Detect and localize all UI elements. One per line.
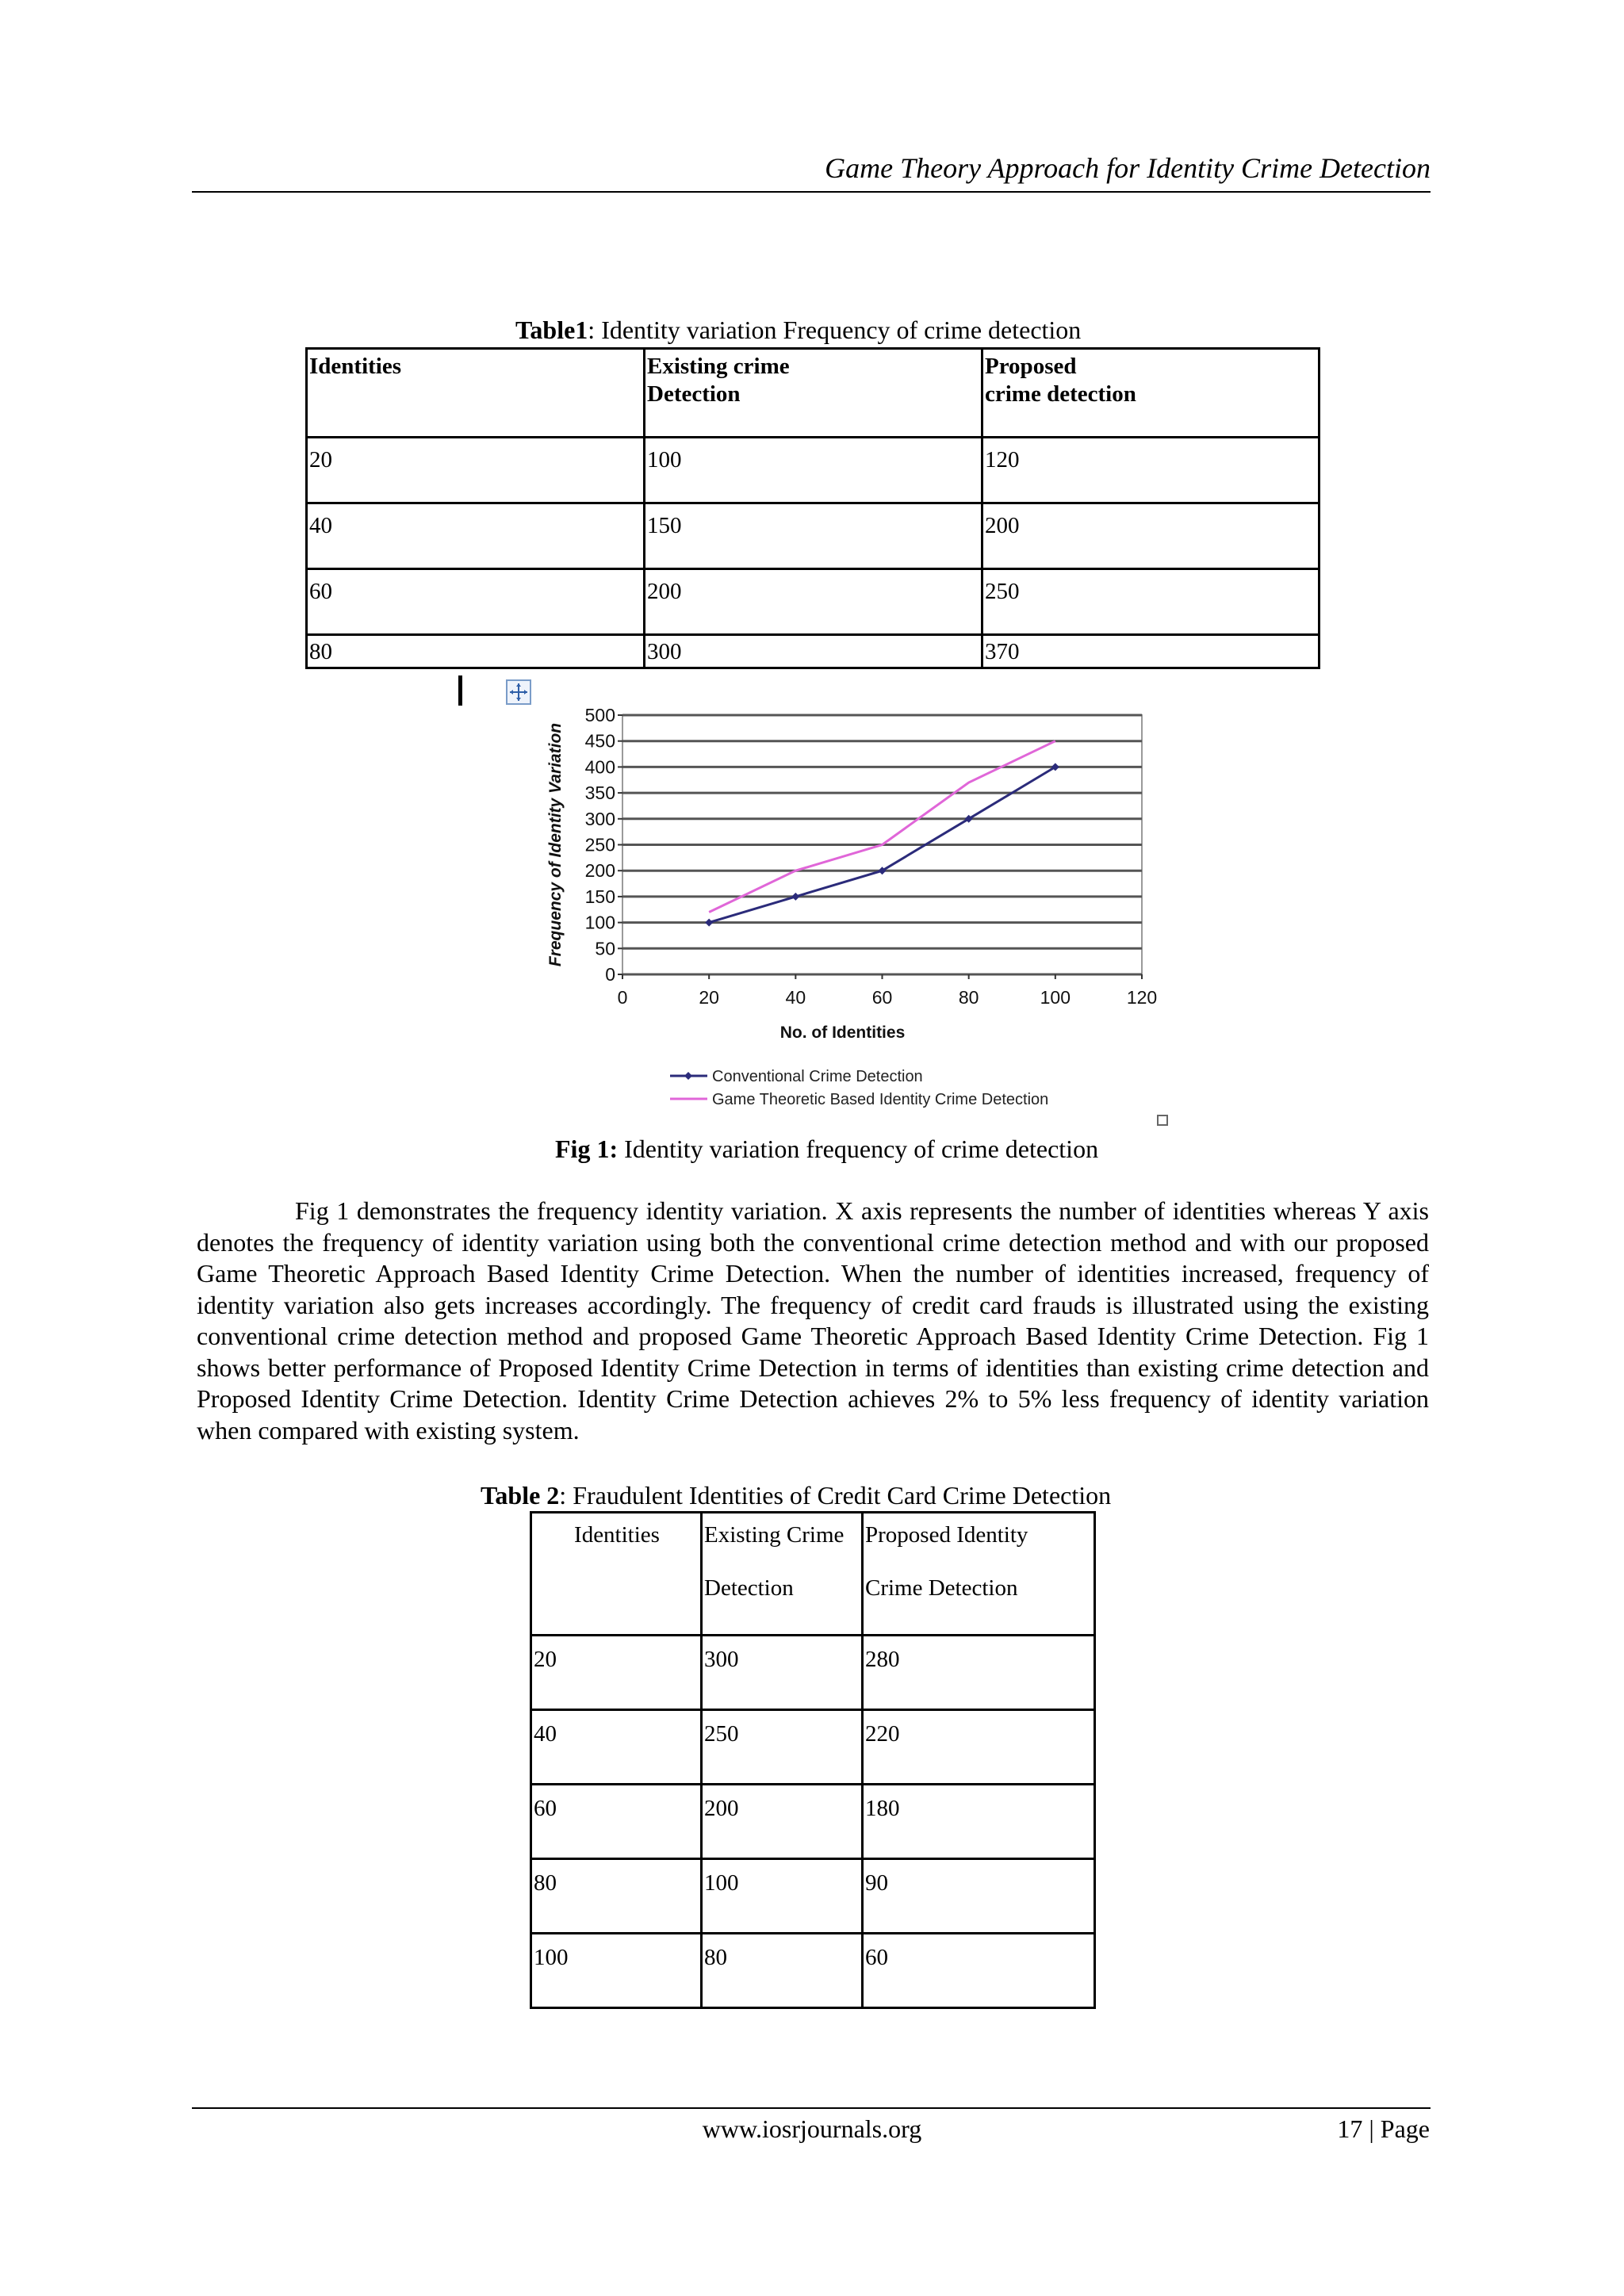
table2-header-text: Crime Detection	[865, 1575, 1018, 1601]
table2-caption-label: Table 2	[481, 1481, 560, 1510]
body-paragraph	[197, 1196, 1429, 1446]
table2-header-cell	[531, 1513, 702, 1636]
table1-cell: 20	[307, 438, 645, 503]
table1-cell: 250	[982, 569, 1320, 635]
legend-marker	[684, 1072, 692, 1080]
table-row	[531, 1636, 1095, 1710]
table2-header-text: Identities	[574, 1522, 660, 1548]
x-tick-label: 40	[785, 987, 806, 1008]
table1-header-cell	[982, 349, 1320, 438]
table-row	[531, 1785, 1095, 1859]
figure1-caption-text: Identity variation frequency of crime detection	[618, 1135, 1099, 1163]
table2-cell: 60	[863, 1934, 1095, 2008]
table2-header-text: Detection	[704, 1575, 794, 1601]
table2-cell: 250	[702, 1710, 863, 1785]
table2-cell: 40	[531, 1710, 702, 1785]
y-tick-label: 300	[584, 808, 615, 829]
table2-header-cell	[702, 1513, 863, 1636]
table1-cell: 150	[645, 503, 982, 569]
table2-caption-text: : Fraudulent Identities of Credit Card Crime Detection	[559, 1481, 1112, 1510]
running-title: Game Theory Approach for Identity Crime Detection	[825, 152, 1431, 184]
y-tick-label: 0	[605, 964, 615, 985]
header-rule	[192, 191, 1431, 193]
table1-cell: 100	[645, 438, 982, 503]
table2-header-text: Proposed Identity	[865, 1522, 1028, 1548]
table2-header-text: Existing Crime	[704, 1522, 845, 1548]
y-tick-label: 400	[584, 756, 615, 778]
y-tick-label: 450	[584, 730, 615, 752]
y-tick-label: 50	[595, 938, 615, 959]
table1-cell: 300	[645, 635, 982, 668]
x-tick-label: 60	[871, 987, 893, 1008]
y-tick-label: 100	[584, 912, 615, 933]
table2-cell: 80	[531, 1859, 702, 1934]
x-tick-label: 100	[1040, 987, 1071, 1008]
table1-cell: 80	[307, 635, 645, 668]
figure1-caption-label: Fig 1:	[555, 1135, 619, 1163]
legend-label: Game Theoretic Based Identity Crime Detection	[712, 1091, 1049, 1108]
x-tick-label: 120	[1126, 987, 1158, 1008]
x-tick-label: 20	[699, 987, 719, 1008]
x-axis-label: No. of Identities	[779, 1024, 906, 1042]
y-tick-label: 250	[584, 834, 615, 855]
y-tick-label: 200	[584, 860, 615, 882]
table2-header-cell	[863, 1513, 1095, 1636]
table2	[530, 1511, 1096, 2009]
table1-header-text: Identities	[309, 354, 401, 379]
table2-cell: 280	[863, 1636, 1095, 1710]
table2-cell: 300	[702, 1636, 863, 1710]
table2-caption	[481, 1479, 1111, 1511]
y-tick-label: 150	[584, 886, 615, 907]
table1-header-text: Existing crime	[647, 354, 790, 379]
figure1-caption	[555, 1133, 1098, 1165]
table2-cell: 60	[531, 1785, 702, 1859]
y-tick-label: 350	[584, 783, 615, 804]
table2-cell: 20	[531, 1636, 702, 1710]
table2-cell: 80	[702, 1934, 863, 2008]
text-cursor-mark	[458, 675, 462, 706]
table1-cell: 60	[307, 569, 645, 635]
table-row	[307, 635, 1320, 668]
table2-cell: 100	[531, 1934, 702, 2008]
table-row	[307, 438, 1320, 503]
table-row	[531, 1934, 1095, 2008]
table-row	[307, 569, 1320, 635]
figure1-chart	[508, 698, 1174, 1126]
table2-cell: 220	[863, 1710, 1095, 1785]
table-row	[307, 503, 1320, 569]
y-axis-label: Frequency of Identity Variation	[546, 722, 565, 967]
table1-caption-label: Table1	[515, 316, 588, 344]
x-tick-label: 0	[617, 987, 628, 1008]
table1-caption-text: : Identity variation Frequency of crime detection	[588, 316, 1082, 344]
table1-header-cell	[307, 349, 645, 438]
footer-page-number: 17 | Page	[1337, 2114, 1430, 2143]
table2-cell: 180	[863, 1785, 1095, 1859]
body-paragraph-text: Fig 1 demonstrates the frequency identity variation. X axis represents the number of identities whereas Y axis denotes the frequency of identity variation using both the conventional crime detection method and with our proposed Game Theoretic Approach Based Identity Crime Detection. When the number of identities increased, frequency of identity variation also gets increases accordingly. The frequency of credit card frauds is illustrated using the existing conventional crime detection method and proposed Game Theoretic Approach Based Identity Crime Detection. Fig 1 shows better performance of Proposed Identity Crime Detection in terms of identities than existing crime detection and Proposed Identity Crime Detection. Identity Crime Detection achieves 2% to 5% less frequency of identity variation when compared with existing system.	[197, 1196, 1429, 1445]
footer-rule	[192, 2107, 1431, 2109]
table2-cell: 200	[702, 1785, 863, 1859]
x-tick-label: 80	[958, 987, 979, 1008]
table1-caption	[515, 314, 1081, 346]
table1-header-cell	[645, 349, 982, 438]
table-row	[531, 1710, 1095, 1785]
legend-label: Conventional Crime Detection	[712, 1068, 923, 1085]
table1-cell: 200	[645, 569, 982, 635]
table2-cell: 90	[863, 1859, 1095, 1934]
table1-cell: 40	[307, 503, 645, 569]
table1-cell: 370	[982, 635, 1320, 668]
table2-cell: 100	[702, 1859, 863, 1934]
footer-url: www.iosrjournals.org	[702, 2114, 922, 2143]
table1-header-text: Detection	[647, 381, 741, 407]
table1-header-text: crime detection	[985, 381, 1136, 407]
table1-header-text: Proposed	[985, 354, 1077, 379]
y-tick-label: 500	[584, 705, 615, 725]
table1-cell: 120	[982, 438, 1320, 503]
table-row	[531, 1859, 1095, 1934]
table1-cell: 200	[982, 503, 1320, 569]
table1	[305, 347, 1320, 669]
